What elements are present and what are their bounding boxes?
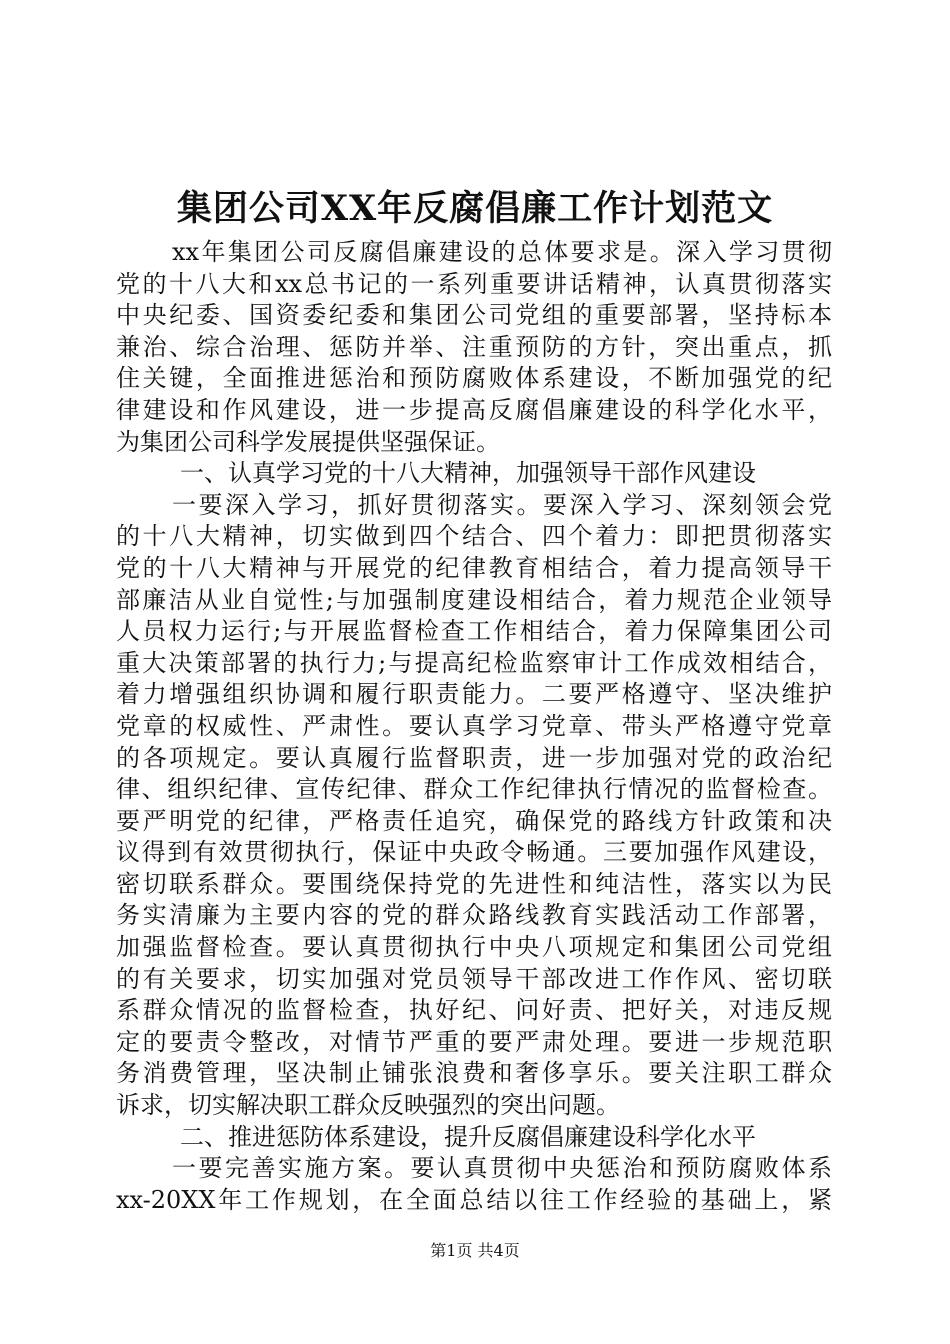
text-line: 加强监督检查。要认真贯彻执行中央八项规定和集团公司党组 (116, 933, 832, 962)
text-line: 部廉洁从业自觉性;与加强制度建设相结合，着力规范企业领导 (116, 585, 832, 614)
text-line: 党章的权威性、严肃性。要认真学习党章、带头严格遵守党章 (116, 711, 832, 740)
text-line: 律建设和作风建设，进一步提高反腐倡廉建设的科学化水平， (116, 395, 832, 424)
section-heading: 一、认真学习党的十八大精神，加强领导干部作风建设 (180, 459, 756, 488)
text-line: 一要完善实施方案。要认真贯彻中央惩治和预防腐败体系 (172, 1154, 832, 1183)
text-line: 律、组织纪律、宣传纪律、群众工作纪律执行情况的监督检查。 (116, 775, 832, 804)
text-line: 住关键，全面推进惩治和预防腐败体系建设，不断加强党的纪 (116, 364, 832, 393)
text-line: 议得到有效贯彻执行，保证中央政令畅通。三要加强作风建设， (116, 838, 832, 867)
text-line: 中央纪委、国资委纪委和集团公司党组的重要部署，坚持标本 (116, 301, 832, 330)
text-line: xx-20XX年工作规划，在全面总结以往工作经验的基础上，紧 (116, 1185, 832, 1214)
text-line: 诉求，切实解决职工群众反映强烈的突出问题。 (116, 1091, 620, 1120)
text-line: xx年集团公司反腐倡廉建设的总体要求是。深入学习贯彻 (172, 238, 832, 266)
text-line: 为集团公司科学发展提供坚强保证。 (116, 427, 500, 456)
text-line: 务消费管理，坚决制止铺张浪费和奢侈享乐。要关注职工群众 (116, 1059, 832, 1088)
text-line: 重大决策部署的执行力;与提高纪检监察审计工作成效相结合， (116, 648, 832, 677)
text-line: 党的十八大和xx总书记的一系列重要讲话精神，认真贯彻落实 (116, 269, 832, 298)
text-line: 密切联系群众。要围绕保持党的先进性和纯洁性，落实以为民 (116, 869, 832, 898)
page-footer: 第1页 共4页 (430, 1241, 520, 1260)
text-line: 系群众情况的监督检查，执好纪、问好责、把好关，对违反规 (116, 996, 832, 1025)
text-line: 的各项规定。要认真履行监督职责，进一步加强对党的政治纪 (116, 743, 832, 772)
section-heading: 二、推进惩防体系建设，提升反腐倡廉建设科学化水平 (180, 1122, 756, 1151)
text-line: 兼治、综合治理、惩防并举、注重预防的方针，突出重点，抓 (116, 332, 832, 361)
text-line: 党的十八大精神与开展党的纪律教育相结合，着力提高领导干 (116, 553, 832, 582)
text-line: 人员权力运行;与开展监督检查工作相结合，着力保障集团公司 (116, 617, 832, 646)
text-line: 着力增强组织协调和履行职责能力。二要严格遵守、坚决维护 (116, 680, 832, 709)
text-line: 的有关要求，切实加强对党员领导干部改进工作作风、密切联 (116, 964, 832, 993)
text-line: 务实清廉为主要内容的党的群众路线教育实践活动工作部署， (116, 901, 832, 930)
document-title: 集团公司XX年反腐倡廉工作计划范文 (176, 188, 774, 229)
document-body (116, 237, 832, 1216)
text-line: 一要深入学习，抓好贯彻落实。要深入学习、深刻领会党 (172, 490, 832, 519)
text-line: 定的要责令整改，对情节严重的要严肃处理。要进一步规范职 (116, 1027, 832, 1056)
text-line: 要严明党的纪律，严格责任追究，确保党的路线方针政策和决 (116, 806, 832, 835)
text-line: 的十八大精神，切实做到四个结合、四个着力：即把贯彻落实 (116, 522, 832, 551)
